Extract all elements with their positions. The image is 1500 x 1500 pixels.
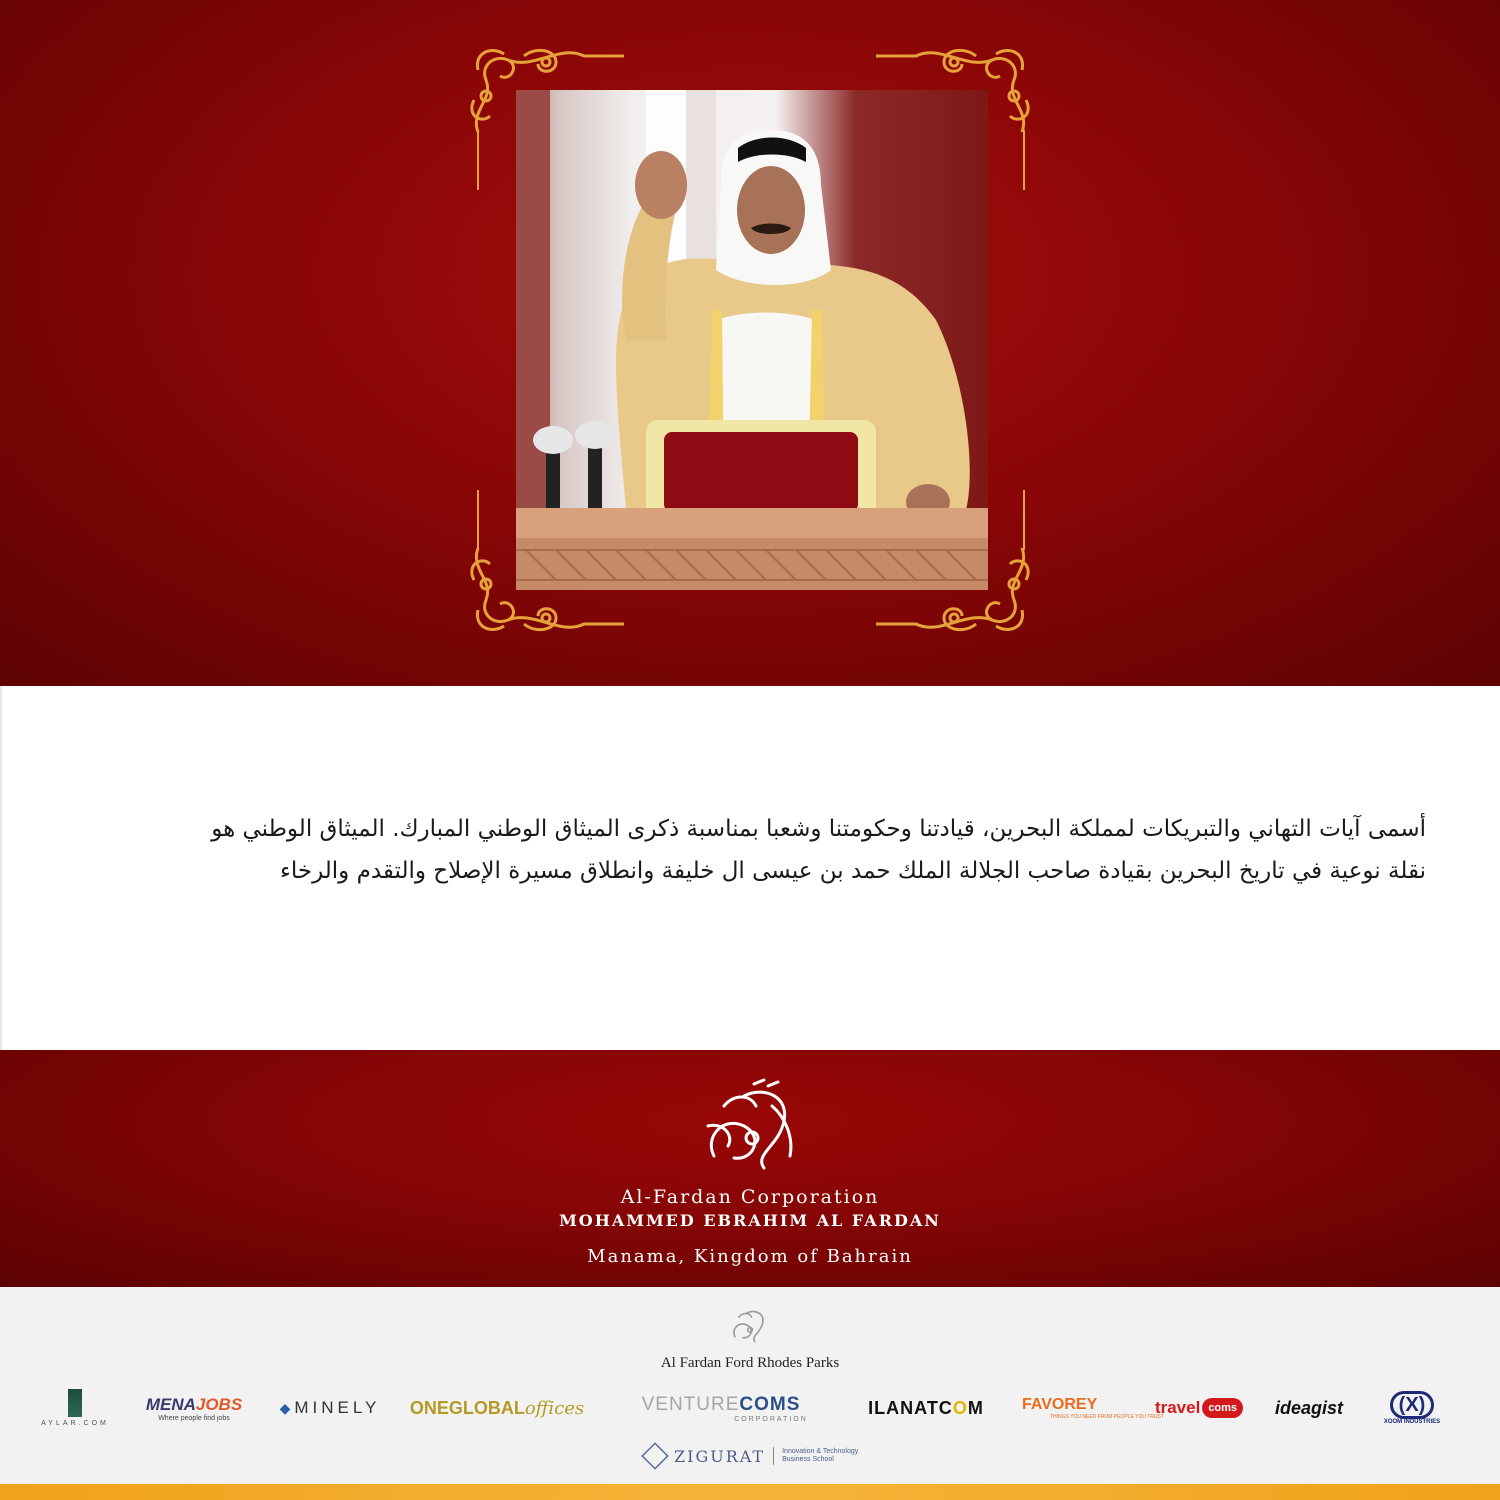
diamond-icon: ◆ (279, 1399, 291, 1416)
cube-icon (641, 1442, 669, 1470)
owner-name: MOHAMMED EBRAHIM AL FARDAN (559, 1211, 941, 1230)
favorey-logo[interactable]: FAVOREY THINGS YOU NEED FROM PEOPLE YOU TRUST (1022, 1396, 1164, 1420)
message-line-2: نقلة نوعية في تاريخ البحرين بقيادة صاحب الجلالة الملك حمد بن عيسى ال خليفة وانطلاق مسيرة الإصلاح والتقدم والرخاء (280, 858, 1426, 884)
bottom-stripe (0, 1484, 1500, 1500)
frame-line-right-top (1023, 130, 1025, 190)
al-fardan-small-logo (727, 1305, 773, 1345)
frame-line-left-top (477, 130, 479, 190)
aylar-logo[interactable]: AYLAR.COM (30, 1383, 120, 1433)
message-panel (0, 686, 1500, 1050)
ideagist-logo[interactable]: ideagist (1274, 1397, 1344, 1418)
top-banner (0, 0, 1500, 686)
footer-banner (0, 1050, 1500, 1287)
location: Manama, Kingdom of Bahrain (587, 1246, 913, 1267)
congratulation-message (86, 808, 1426, 892)
travelcoms-logo[interactable]: travel coms (1154, 1383, 1244, 1433)
minely-logo[interactable]: ◆ MINELY (279, 1398, 381, 1417)
divider (773, 1447, 774, 1465)
ilanatcom-logo[interactable]: ILANATC O M (868, 1397, 984, 1418)
brand-heading: Al Fardan Ford Rhodes Parks (660, 1355, 840, 1371)
frame-line-right-bottom (1023, 490, 1025, 550)
menajobs-logo[interactable]: MENAJOBS Where people find jobs (145, 1394, 243, 1422)
venturecoms-logo[interactable]: VENTURECOMS CORPORATION (641, 1393, 808, 1423)
zigurat-logo[interactable]: ZIGURAT Innovation & Technology Business School (642, 1443, 862, 1469)
brand-logo-row (0, 1383, 1500, 1433)
xoom-industries-logo[interactable]: (X) XOOM INDUSTRIES (1366, 1383, 1458, 1433)
frame-line-left-bottom (477, 490, 479, 550)
corp-name: Al-Fardan Corporation (620, 1186, 880, 1208)
brand-strip (0, 1287, 1500, 1500)
king-portrait-photo (516, 90, 988, 590)
oneglobal-offices-logo[interactable]: ONEGLOBAL offices (409, 1397, 585, 1419)
message-line-1: أسمى آيات التهاني والتبريكات لمملكة البحرين، قيادتنا وحكومتنا وشعبا بمناسبة ذكرى الميثاق الوطني المبارك. الميثاق الوطني هو (211, 816, 1426, 842)
al-fardan-calligraphy-logo (694, 1076, 810, 1176)
building-icon (68, 1389, 82, 1417)
